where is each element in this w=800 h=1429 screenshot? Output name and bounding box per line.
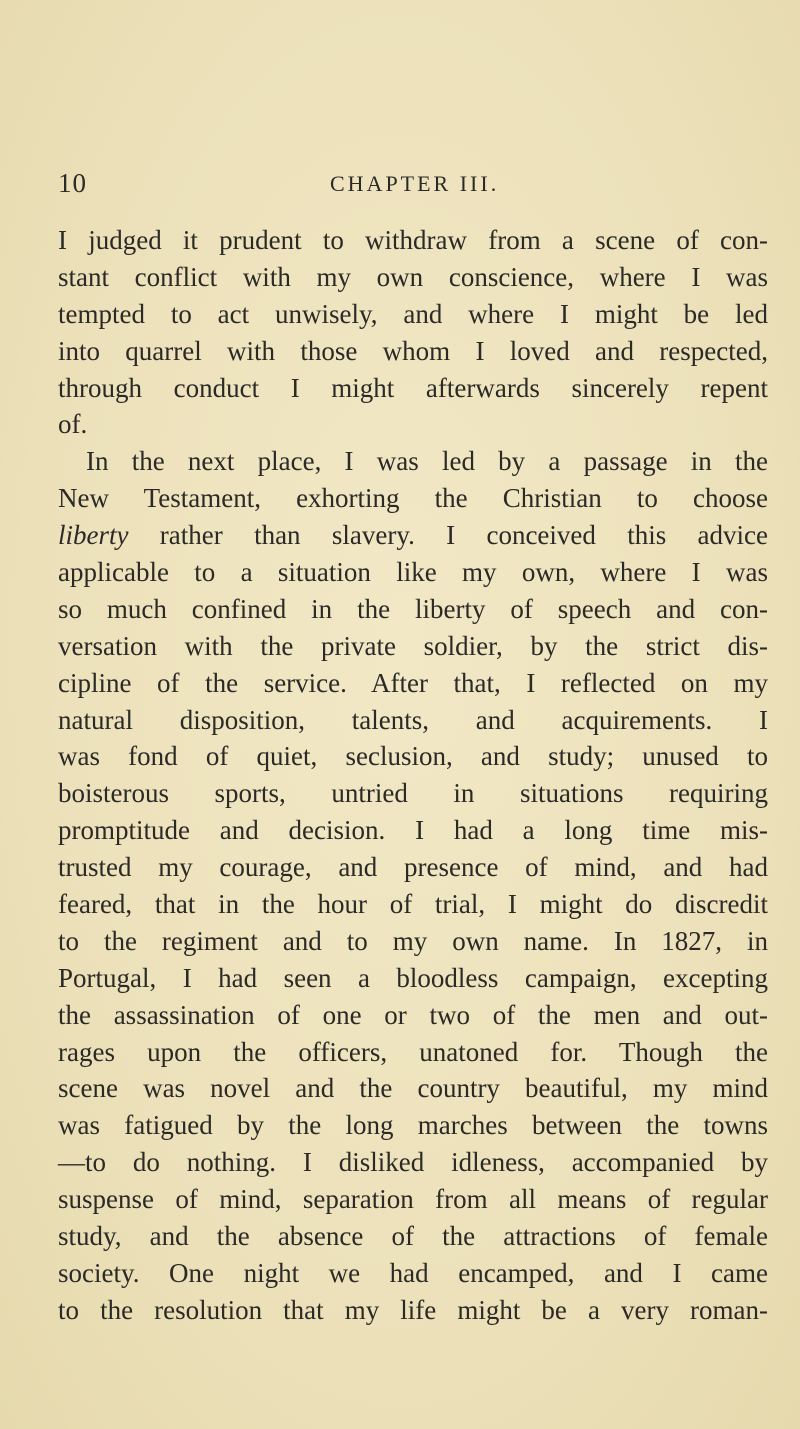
text-line: Portugal, I had seen a bloodless campaign, excepting [58,962,768,993]
text-line: In the next place, I was led by a passage in the [86,446,768,477]
text-line: trusted my courage, and presence of mind, and had [58,852,768,883]
text-line: versation with the private soldier, by the strict dis- [58,630,768,661]
text-line: applicable to a situation like my own, where I was [58,557,768,588]
text-line: to the regiment and to my own name. In 1827, in [58,925,768,956]
text-line: —to do nothing. I disliked idleness, accompanied by [58,1147,768,1178]
text-line: I judged it prudent to withdraw from a scene of con- [58,225,768,255]
text-line: scene was novel and the country beautiful, my mind [58,1073,768,1104]
page-number: 10 [58,168,87,198]
text-line: suspense of mind, separation from all means of regular [58,1184,768,1215]
text-line: society. One night we had encamped, and I came [58,1257,768,1288]
text-line: tempted to act unwisely, and where I might be led [58,298,768,329]
text-line: into quarrel with those whom I loved and respected, [58,335,768,366]
text-line: stant conflict with my own conscience, where I was [58,261,768,292]
text-line: was fatigued by the long marches between the towns [58,1110,768,1141]
text-line: was fond of quiet, seclusion, and study; unused to [58,741,768,772]
text-line: promptitude and decision. I had a long time mis- [58,815,768,846]
running-head: CHAPTER III. [330,171,500,196]
text-line: through conduct I might afterwards sincerely repent [58,372,768,403]
text-line-with-italic: liberty rather than slavery. I conceived this advice [58,520,768,551]
text-line: feared, that in the hour of trial, I might do discredit [58,889,768,920]
text-line: cipline of the service. After that, I reflected on my [58,667,768,698]
text-line: of. [58,409,88,440]
text-line: to the resolution that my life might be a very roman- [58,1294,768,1325]
text-line: boisterous sports, untried in situations requiring [58,778,768,809]
text-line: so much confined in the liberty of speech and con- [58,593,768,624]
body-text [58,222,768,1329]
text-line: rages upon the officers, unatoned for. Though the [58,1036,768,1067]
page-header [0,168,800,208]
italic-word: liberty [58,520,129,551]
text-line: the assassination of one or two of the men and out- [58,999,768,1030]
text-line: New Testament, exhorting the Christian to choose [58,483,768,514]
text-line: study, and the absence of the attractions of female [58,1221,768,1252]
text-line: natural disposition, talents, and acquirements. I [58,704,768,735]
